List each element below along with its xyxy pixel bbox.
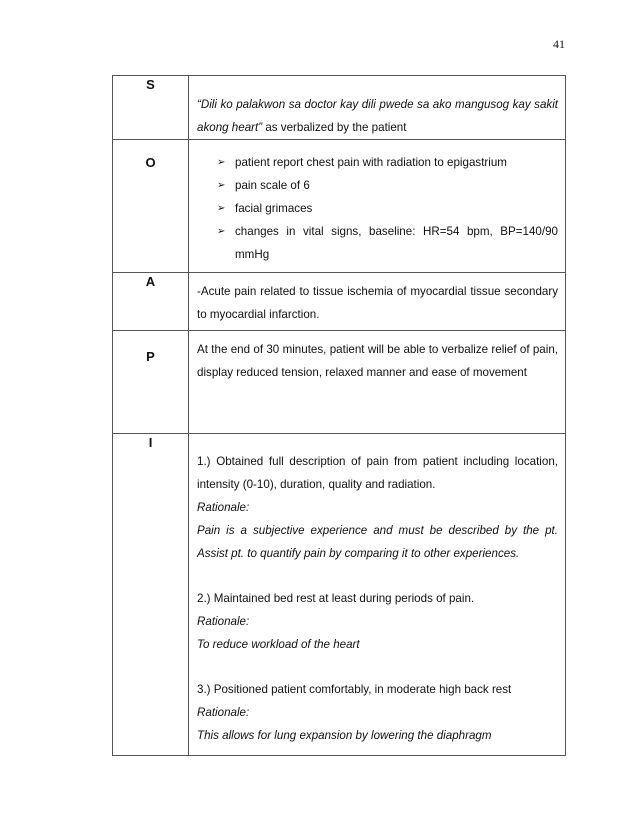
label-a: A [113, 273, 189, 331]
rationale-label: Rationale: [197, 501, 250, 514]
intervention-cell [189, 434, 566, 756]
row-o [113, 140, 566, 273]
intervention-item [197, 678, 558, 747]
label-s: S [113, 76, 189, 140]
row-i [113, 434, 566, 756]
objective-item-text: changes in vital signs, baseline: HR=54 bpm, BP=140/90 mmHg [235, 225, 558, 261]
soapie-table [112, 75, 566, 756]
rationale-text: To reduce workload of the heart [197, 638, 360, 651]
row-p [113, 331, 566, 434]
label-p [113, 331, 189, 434]
arrow-bullet-icon: ➢ [217, 157, 226, 168]
spacer [197, 656, 558, 678]
objective-item-text: facial grimaces [235, 202, 313, 215]
objective-item-text: pain scale of 6 [235, 179, 310, 192]
planning-text: At the end of 30 minutes, patient will be able to verbalize relief of pain, display reduced tension, relaxed manner and ease of movement [197, 343, 558, 379]
list-item [217, 197, 558, 220]
page-number: 41 [553, 37, 565, 51]
rationale-text: This allows for lung expansion by lowering the diaphragm [197, 729, 492, 742]
subjective-text [197, 93, 558, 139]
intervention-text: 3.) Positioned patient comfortably, in moderate high back rest [197, 683, 512, 696]
subjective-suffix: as verbalized by the patient [262, 121, 407, 134]
intervention-item [197, 587, 558, 656]
row-a [113, 273, 566, 331]
arrow-bullet-icon: ➢ [217, 203, 226, 214]
arrow-bullet-icon: ➢ [217, 226, 226, 237]
assessment-cell [189, 273, 566, 331]
intervention-text: 1.) Obtained full description of pain from patient including location, intensity (0-10), duration, quality and radiation. [197, 455, 558, 491]
spacer [197, 565, 558, 587]
objective-list [197, 151, 558, 266]
arrow-bullet-icon: ➢ [217, 180, 226, 191]
label-i: I [113, 434, 189, 756]
rationale-label: Rationale: [197, 615, 250, 628]
objective-item-text: patient report chest pain with radiation to epigastrium [235, 156, 507, 169]
label-o-text: O [145, 155, 156, 170]
label-p-text: P [146, 349, 155, 364]
intervention-item [197, 450, 558, 565]
list-item [217, 151, 558, 174]
label-o [113, 140, 189, 273]
assessment-text: -Acute pain related to tissue ischemia of myocardial tissue secondary to myocardial infarction. [197, 285, 558, 321]
rationale-text: Pain is a subjective experience and must be described by the pt. Assist pt. to quantify pain by comparing it to other experiences. [197, 524, 558, 560]
list-item [217, 174, 558, 197]
intervention-text: 2.) Maintained bed rest at least during periods of pain. [197, 592, 475, 605]
subjective-cell [189, 76, 566, 140]
rationale-label: Rationale: [197, 706, 250, 719]
objective-cell [189, 140, 566, 273]
subjective-quote: “Dili ko palakwon sa doctor kay dili pwede sa ako mangusog kay sakit akong heart” [197, 98, 558, 134]
row-s [113, 76, 566, 140]
list-item [217, 220, 558, 266]
planning-cell [189, 331, 566, 434]
